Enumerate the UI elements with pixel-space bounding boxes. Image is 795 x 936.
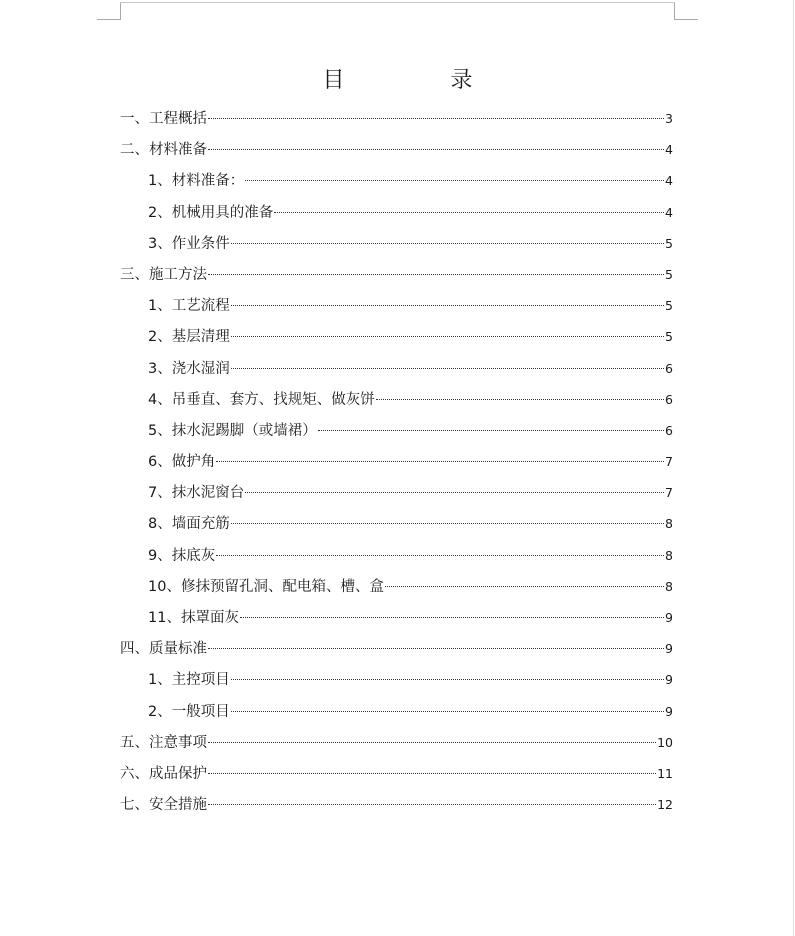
toc-entry-label: 9、抹底灰 <box>148 547 216 564</box>
toc-entry-label: 2、一般项目 <box>148 703 230 720</box>
toc-dot-leader <box>318 430 664 431</box>
toc-entry-page-number: 9 <box>665 672 673 688</box>
toc-dot-leader <box>245 492 664 493</box>
toc-entry-label: 3、浇水湿润 <box>148 360 230 377</box>
toc-entry[interactable] <box>120 292 673 323</box>
crop-mark-top-left-vertical <box>120 3 121 20</box>
toc-entry[interactable] <box>120 542 673 573</box>
toc-entry-page-number: 5 <box>665 266 673 282</box>
toc-entry-page-number: 3 <box>665 111 673 126</box>
toc-entry[interactable] <box>120 573 673 604</box>
toc-entry-page-number: 11 <box>657 765 673 781</box>
toc-dot-leader <box>216 461 664 462</box>
toc-dot-leader <box>231 336 664 337</box>
toc-entry[interactable] <box>120 323 673 354</box>
toc-entry-label: 四、质量标准 <box>120 641 207 658</box>
crop-mark-top-right-vertical <box>674 3 675 20</box>
toc-entry[interactable] <box>120 355 673 386</box>
toc-entry-page-number: 12 <box>657 797 673 813</box>
toc-entry[interactable] <box>120 666 673 697</box>
toc-entry-label: 三、施工方法 <box>120 266 207 283</box>
toc-dot-leader <box>231 243 664 244</box>
toc-entry[interactable] <box>120 510 673 541</box>
toc-dot-leader <box>231 523 664 524</box>
crop-mark-top-left-horizontal <box>97 19 121 20</box>
toc-entry-label: 1、主控项目 <box>148 672 230 689</box>
toc-dot-leader <box>240 617 664 618</box>
toc-entry-label: 10、修抹预留孔洞、配电箱、槽、盒 <box>148 578 384 595</box>
toc-entry-page-number: 4 <box>665 204 673 220</box>
toc-entry[interactable] <box>120 479 673 510</box>
toc-title: 目 录 <box>322 68 515 93</box>
toc-entry[interactable] <box>120 729 673 760</box>
toc-entry-page-number: 4 <box>665 173 673 189</box>
toc-entry[interactable] <box>120 136 673 167</box>
toc-entry-label: 五、注意事项 <box>120 734 207 751</box>
toc-entry-page-number: 10 <box>657 734 673 750</box>
toc-entry-label: 二、材料准备 <box>120 142 207 159</box>
toc-dot-leader <box>231 368 664 369</box>
page-top-border <box>120 2 675 3</box>
toc-dot-leader <box>274 212 664 213</box>
toc-entry-label: 2、基层清理 <box>148 329 230 346</box>
toc-dot-leader <box>231 679 664 680</box>
toc-entry[interactable] <box>120 105 673 136</box>
toc-dot-leader <box>376 399 664 400</box>
toc-dot-leader <box>208 118 664 119</box>
toc-entry-label: 3、作业条件 <box>148 235 230 252</box>
toc-entry-page-number: 8 <box>665 547 673 563</box>
crop-mark-top-right-horizontal <box>674 19 698 20</box>
toc-dot-leader <box>208 773 656 774</box>
toc-dot-leader <box>208 804 656 805</box>
page-right-edge <box>793 0 794 936</box>
toc-entry-label: 六、成品保护 <box>120 765 207 782</box>
toc-entry[interactable] <box>120 698 673 729</box>
toc-dot-leader <box>208 648 664 649</box>
toc-entry-page-number: 9 <box>665 703 673 719</box>
toc-entry-label: 11、抹罩面灰 <box>148 610 239 626</box>
toc-entry-page-number: 5 <box>665 235 673 251</box>
toc-dot-leader <box>208 274 664 275</box>
toc-entry[interactable] <box>120 230 673 261</box>
toc-entry-label: 8、墙面充筋 <box>148 516 230 533</box>
toc-entry-label: 七、安全措施 <box>120 797 207 814</box>
toc-entry-page-number: 5 <box>665 298 673 314</box>
toc-entry-page-number: 8 <box>665 578 673 594</box>
toc-entry-page-number: 7 <box>665 454 673 470</box>
toc-entry-page-number: 7 <box>665 485 673 501</box>
toc-entry[interactable] <box>120 635 673 666</box>
toc-dot-leader <box>231 305 664 306</box>
toc-entry-page-number: 8 <box>665 516 673 532</box>
toc-entry-label: 1、材料准备： <box>148 173 245 190</box>
toc-entry-label: 6、做护角 <box>148 454 216 471</box>
toc-dot-leader <box>245 180 664 181</box>
table-of-contents <box>120 105 673 822</box>
toc-entry[interactable] <box>120 417 673 448</box>
toc-dot-leader <box>208 742 656 743</box>
toc-entry[interactable] <box>120 604 673 635</box>
toc-entry-label: 一、工程概括 <box>120 111 207 127</box>
toc-dot-leader <box>385 586 664 587</box>
toc-entry-label: 1、工艺流程 <box>148 298 230 315</box>
toc-dot-leader <box>216 555 664 556</box>
toc-entry[interactable] <box>120 199 673 230</box>
toc-entry[interactable] <box>120 448 673 479</box>
toc-entry-page-number: 5 <box>665 329 673 345</box>
toc-entry-page-number: 6 <box>665 422 673 438</box>
toc-dot-leader <box>231 711 664 712</box>
toc-entry[interactable] <box>120 167 673 198</box>
toc-entry-page-number: 4 <box>665 142 673 158</box>
toc-entry[interactable] <box>120 791 673 822</box>
toc-entry-page-number: 6 <box>665 360 673 376</box>
toc-entry-page-number: 9 <box>665 610 673 625</box>
toc-entry-label: 7、抹水泥窗台 <box>148 485 245 502</box>
toc-entry[interactable] <box>120 386 673 417</box>
toc-dot-leader <box>208 149 664 150</box>
toc-entry-page-number: 9 <box>665 641 673 657</box>
toc-entry-label: 4、吊垂直、套方、找规矩、做灰饼 <box>148 391 375 408</box>
toc-entry-label: 5、抹水泥踢脚（或墙裙） <box>148 422 317 439</box>
toc-entry[interactable] <box>120 261 673 292</box>
toc-entry-page-number: 6 <box>665 391 673 407</box>
toc-entry[interactable] <box>120 760 673 791</box>
toc-entry-label: 2、机械用具的准备 <box>148 204 274 221</box>
